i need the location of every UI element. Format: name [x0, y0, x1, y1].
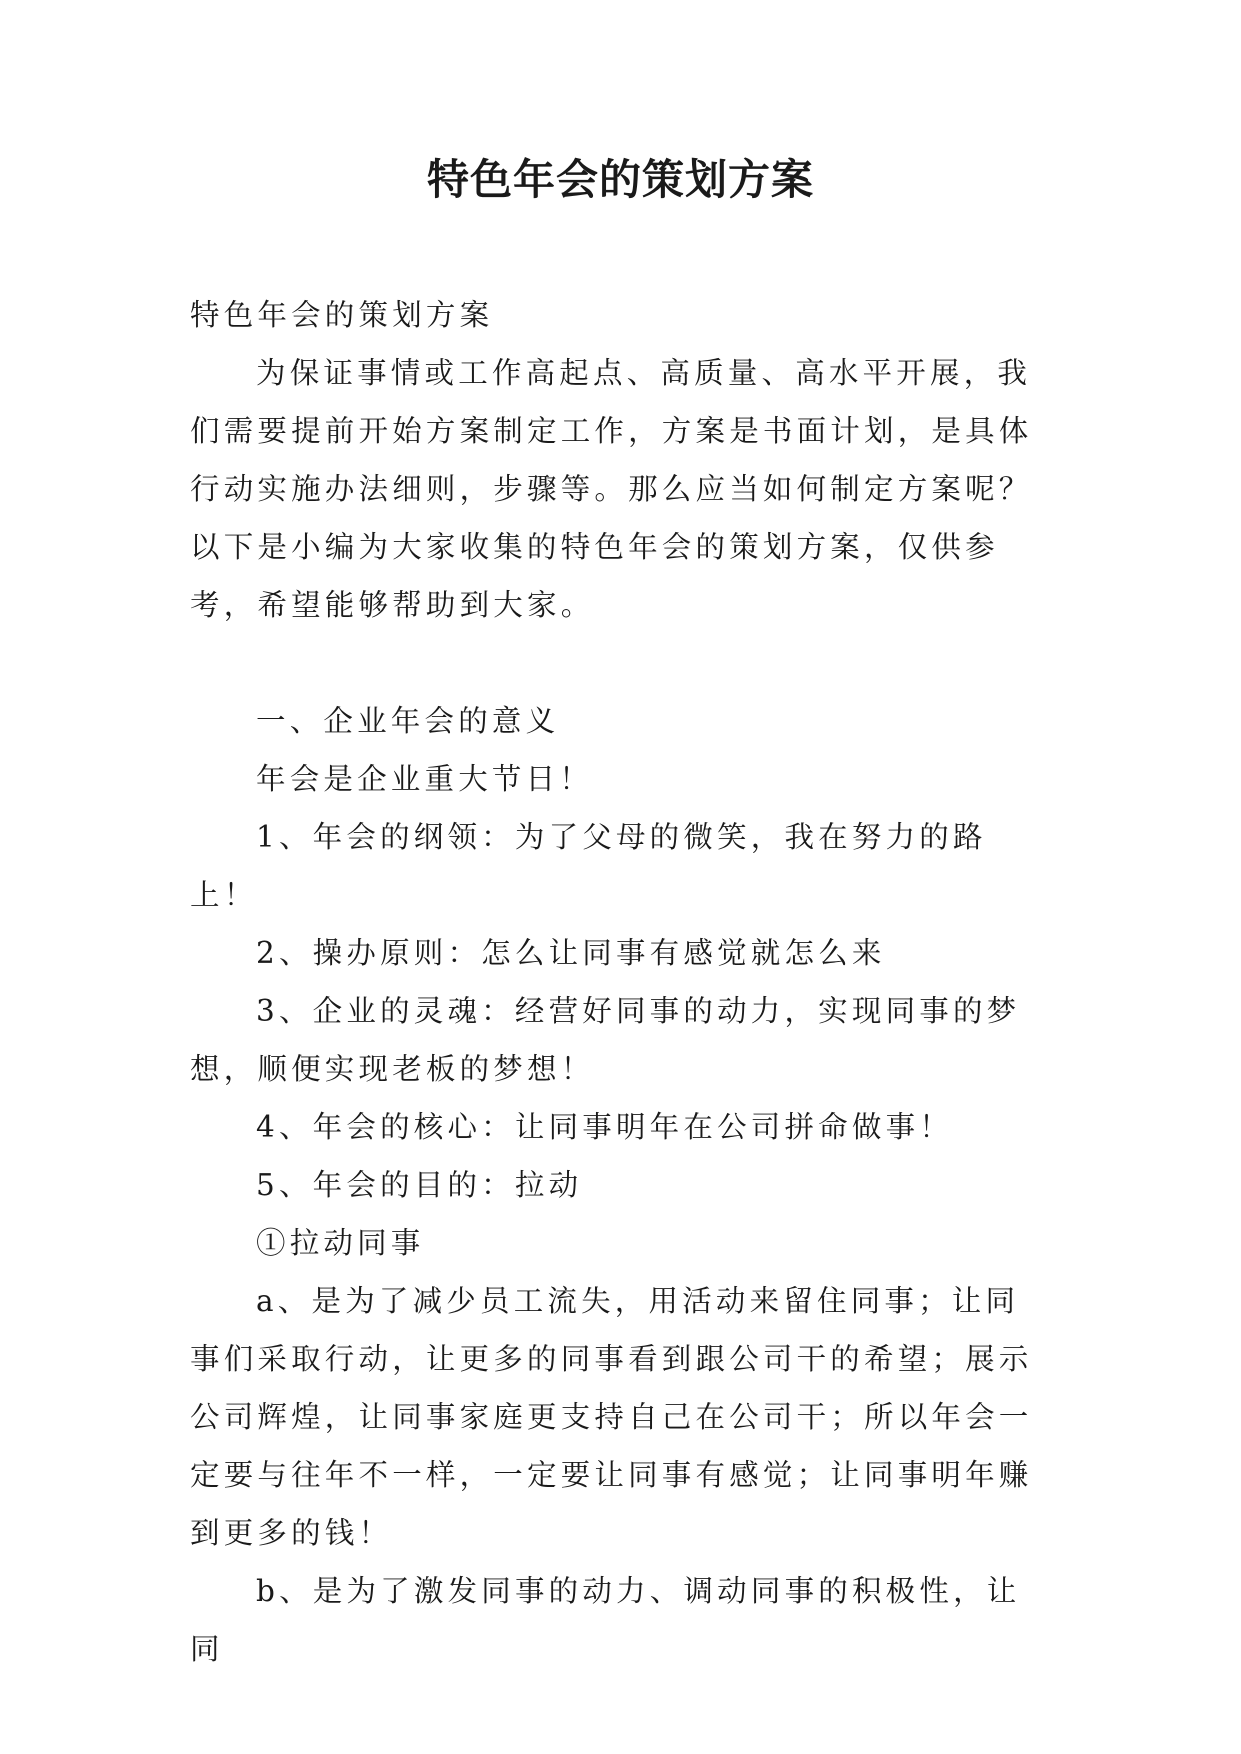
list-item: 4、年会的核心：让同事明年在公司拼命做事！: [256, 1110, 953, 1144]
list-item: 3、企业的灵魂：经营好同事的动力，实现同事的梦想，顺便实现老板的梦想！: [190, 994, 1021, 1086]
document-title: 特色年会的策划方案: [426, 155, 814, 204]
sub-heading: ①拉动同事: [256, 1226, 425, 1260]
paragraph-spacer: [190, 634, 1042, 692]
section-heading: 一、企业年会的意义: [256, 704, 560, 738]
list-item: 2、操办原则：怎么让同事有感觉就怎么来: [256, 936, 886, 970]
document-body: [190, 286, 1042, 1678]
list-item: 5、年会的目的：拉动: [256, 1168, 583, 1202]
section-lead: 年会是企业重大节日！: [256, 762, 594, 796]
list-item: a、是为了减少员工流失，用活动来留住同事；让同事们采取行动，让更多的同事看到跟公司干的希望；展示公司辉煌，让同事家庭更支持自己在公司干；所以年会一定要与往年不一样，一定要让同事有感觉；让同事明年赚到更多的钱！: [190, 1284, 1033, 1550]
intro-paragraph: 为保证事情或工作高起点、高质量、高水平开展，我们需要提前开始方案制定工作，方案是书面计划，是具体行动实施办法细则，步骤等。那么应当如何制定方案呢？以下是小编为大家收集的特色年会的策划方案，仅供参考，希望能够帮助到大家。: [190, 356, 1033, 622]
list-item: 1、年会的纲领：为了父母的微笑，我在努力的路上！: [190, 820, 987, 912]
list-item: b、是为了激发同事的动力、调动同事的积极性，让同: [190, 1574, 1021, 1666]
document-subtitle: 特色年会的策划方案: [190, 298, 494, 332]
